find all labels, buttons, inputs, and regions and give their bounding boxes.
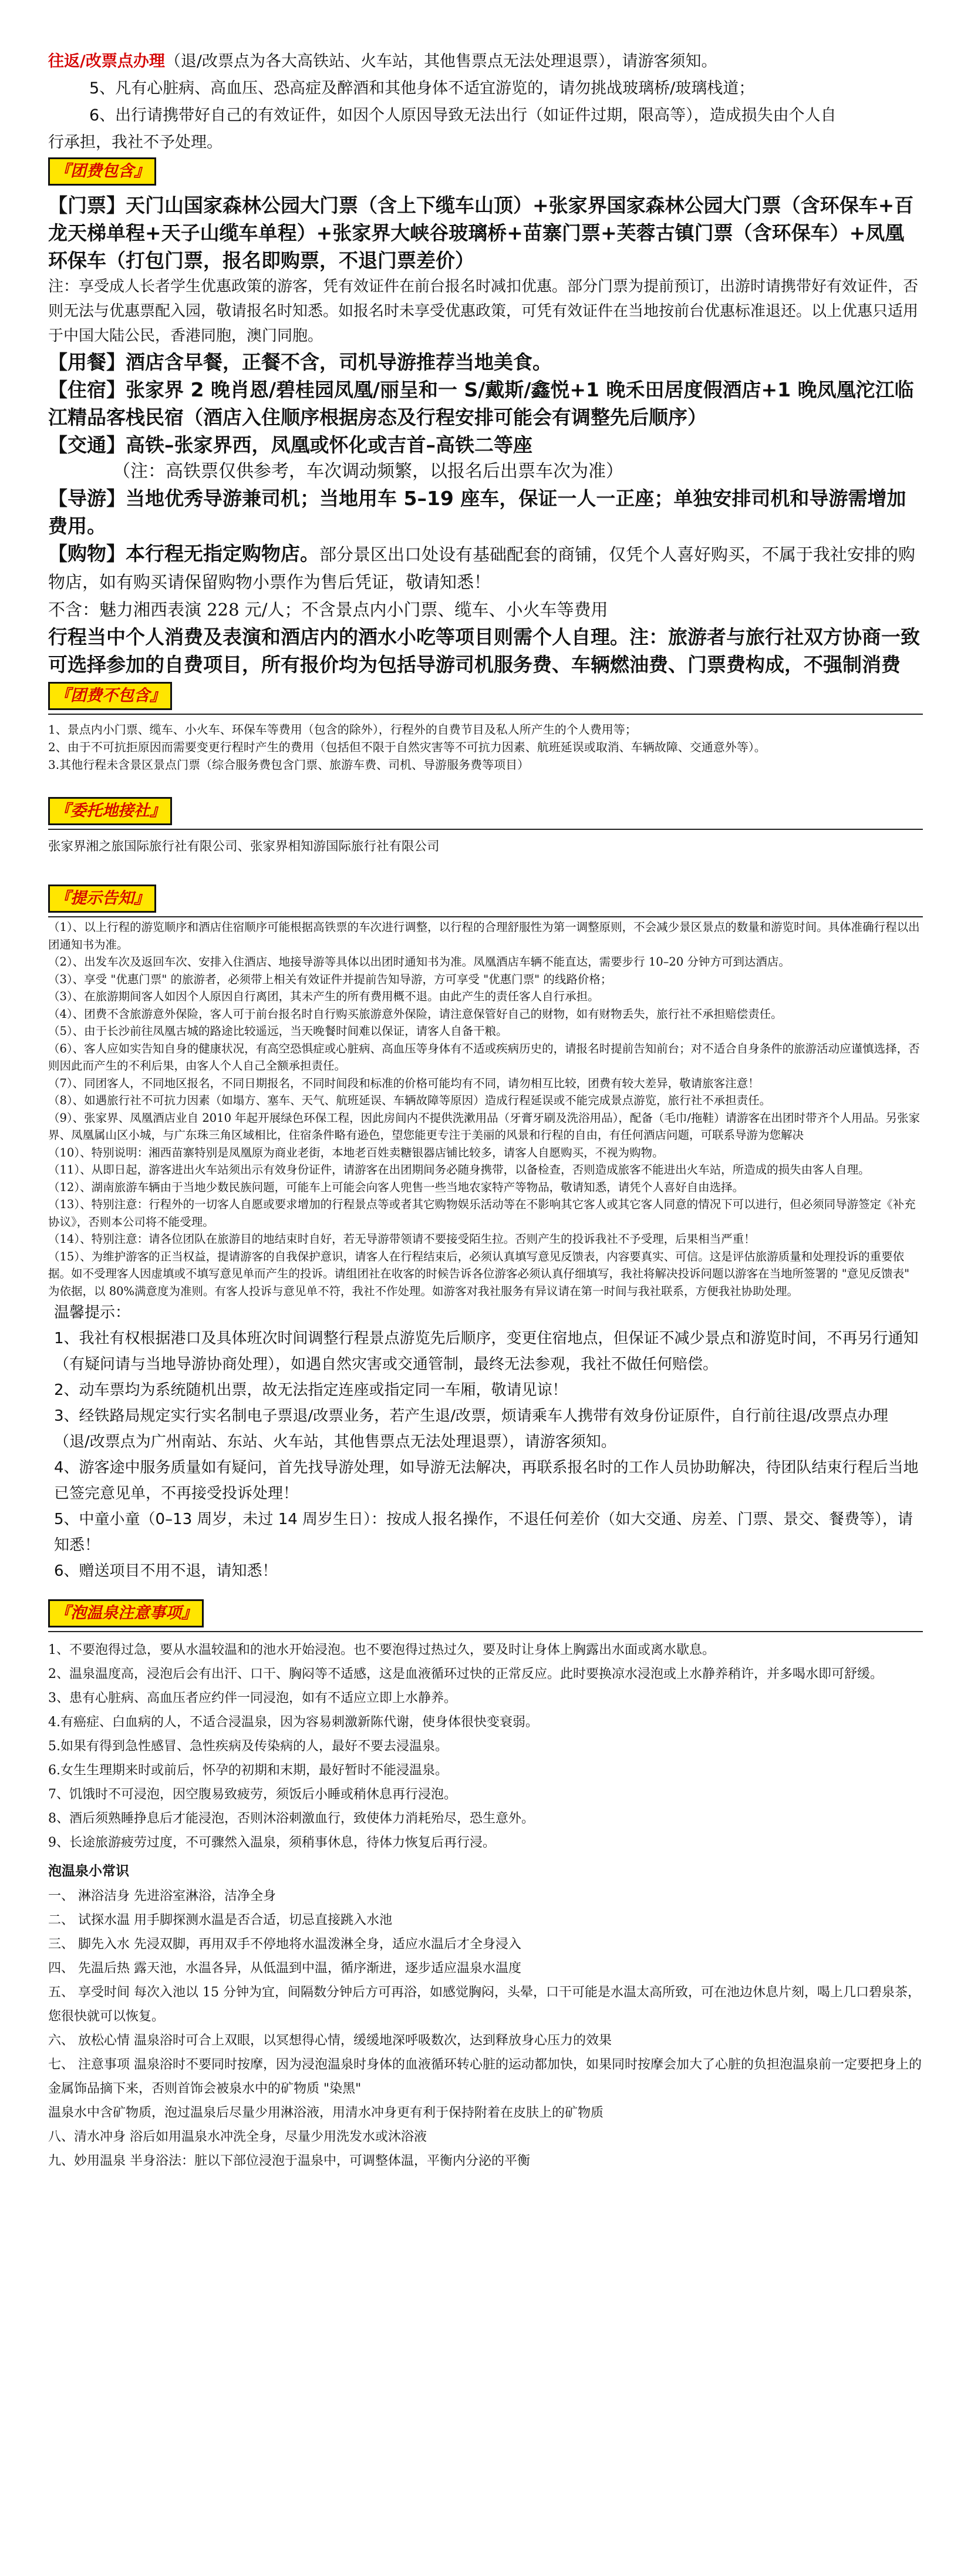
divider: [48, 714, 923, 715]
divider: [48, 829, 923, 830]
knowledge-item: 六、 放松心情 温泉浴时可合上双眼，以冥想得心情，缓缓地深呼吸数次，达到释放身心压力的效果: [48, 2033, 612, 2048]
tip-item: （5）、由于长沙前往凤凰古城的路途比较遥远，当天晚餐时间难以保证，请客人自备干粮。: [48, 1024, 508, 1038]
hotspring-item: 5.如果有得到急性感冒、急性疾病及传染病的人，最好不要去浸温泉。: [48, 1739, 448, 1754]
included-header: 『团费包含』: [48, 157, 156, 186]
knowledge-item: 七、 注意事项 温泉浴时不要同时按摩，因为浸泡温泉时身体的血液循环转心脏的运动都加快，如果同时按摩会加大了心脏的负担泡温泉前一定要把身上的金属饰品摘下来，否则首饰会被泉水中的矿物质 "染黑": [48, 2057, 922, 2096]
knowledge-item: 一、 淋浴洁身 先进浴室淋浴，洁净全身: [48, 1889, 276, 1904]
tip-item: （10）、特别说明：湘西苗寨特别是凤凰原为商业老街，本地老百姓卖糖银器店铺比较多，请客人自愿购买，不视为购物。: [48, 1145, 664, 1159]
knowledge-item: 三、 脚先入水 先浸双脚，再用双手不停地将水温泼淋全身，适应水温后才全身浸入: [48, 1937, 521, 1952]
note-item-6-cont: 行承担，我社不予处理。: [48, 133, 222, 152]
included-shopping-bold: 【购物】本行程无指定购物店。: [48, 542, 319, 565]
hotspring-item: 9、长途旅游疲劳过度，不可骤然入温泉，须稍事休息，待体力恢复后再行浸。: [48, 1835, 495, 1850]
warm-item: 2、动车票均为系统随机出票，故无法指定连座或指定同一车厢，敬请见谅！: [54, 1381, 568, 1399]
knowledge-item: 八、清水冲身 浴后如用温泉水冲洗全身，尽量少用洗发水或沐浴液: [48, 2130, 427, 2144]
divider: [48, 1631, 923, 1632]
tip-item: （4）、团费不含旅游意外保险，客人可于前台报名时自行购买旅游意外保险，请注意保管好自己的财物，如有财物丢失，旅行社不承担赔偿责任。: [48, 1007, 783, 1021]
warm-item: 6、赠送项目不用不退，请知悉！: [54, 1562, 278, 1580]
tip-item: （7）、同团客人，不同地区报名，不同日期报名，不同时间段和标准的价格可能均有不同，请勿相互比较，团费有较大差异，敬请旅客注意！: [48, 1076, 760, 1090]
included-tickets: 【门票】天门山国家森林公园大门票（含上下缆车山顶）+张家界国家森林公园大门票（含环保车+百龙天梯单程+天子山缆车单程）+张家界大峡谷玻璃桥+苗寨门票+芙蓉古镇门票（含环保车）+凤凰环保车（打包门票，报名即购票，不退门票差价）: [48, 194, 914, 272]
included-hotel: 【住宿】张家界 2 晚肖恩/碧桂园凤凰/丽呈和一 S/戴斯/鑫悦+1 晚禾田居度假酒店+1 晚凤凰沱江临江精品客栈民宿（酒店入住顺序根据房态及行程安排可能会有调整先后顺序）: [48, 378, 914, 429]
tip-item: （1）、以上行程的游览顺序和酒店住宿顺序可能根据高铁票的车次进行调整，以行程的合理舒服性为第一调整原则，不会减少景区景点的数量和游览时间。具体准确行程以出团通知书为准。: [48, 920, 920, 951]
excluded-item: 2、由于不可抗拒原因而需要变更行程时产生的费用（包括但不限于自然灾害等不可抗力因素、航班延误或取消、车辆故障、交通意外等）。: [48, 740, 766, 754]
included-ticket-note: 注：享受成人长者学生优惠政策的游客，凭有效证件在前台报名时减扣优惠。部分门票为提前预订，出游时请携带好有效证件，否则无法与优惠票配入园，敬请报名时知悉。如报名时未享受优惠政策，可凭有效证件在当地按前台优惠标准退还。以上优惠只适用于中国大陆公民，香港同胞，澳门同胞。: [48, 278, 919, 345]
tip-item: （8）、如遇旅行社不可抗力因素（如塌方、塞车、天气、航班延误、车辆故障等原因）造成行程延误或不能完成景点游览，旅行社不承担责任。: [48, 1094, 771, 1107]
hotspring-item: 4.有癌症、白血病的人，不适合浸温泉，因为容易刺激新陈代谢，使身体很快变衰弱。: [48, 1715, 538, 1730]
knowledge-item: 温泉水中含矿物质，泡过温泉后尽量少用淋浴液，用清水冲身更有利于保持附着在皮肤上的矿物质: [48, 2106, 604, 2120]
consumption-note: 行程当中个人消费及表演和酒店内的酒水小吃等项目则需个人自理。注：旅游者与旅行社双方协商一致可选择参加的自费项目，所有报价均为包括导游司机服务费、车辆燃油费、门票费构成，不强制消费: [48, 625, 920, 676]
knowledge-list: [48, 1884, 923, 2173]
tip-item: （2）、出发车次及返回车次、安排入住酒店、地接导游等具体以出团时通知书为准。凤凰酒店车辆不能直达，需要步行 10–20 分钟方可到达酒店。: [48, 955, 790, 968]
excluded-item: 1、景点内小门票、缆车、小火车、环保车等费用（包含的除外），行程外的自费节目及私人所产生的个人费用等；: [48, 722, 637, 737]
tip-item: （3）、在旅游期间客人如因个人原因自行离团，其未产生的所有费用概不退。由此产生的责任客人自行承担。: [48, 990, 599, 1003]
refund-note: [48, 48, 923, 75]
warm-item: 5、中童小童（0–13 周岁，未过 14 周岁生日）：按成人报名操作，不退任何差价（如大交通、房差、门票、景交、餐费等），请知悉！: [54, 1511, 913, 1554]
tip-item: （11）、从即日起，游客进出火车站须出示有效身份证件，请游客在出团期间务必随身携带，以备检查，否则造成旅客不能进出火车站，所造成的损失由客人自理。: [48, 1163, 870, 1176]
included-transport: 【交通】高铁–张家界西，凤凰或怀化或吉首–高铁二等座: [48, 433, 532, 456]
warm-item: 3、经铁路局规定实行实名制电子票退/改票业务，若产生退/改票，烦请乘车人携带有效身份证原件，自行前往退/改票点办理（退/改票点为广州南站、东站、火车站，其他售票点无法处理退票），请游客须知。: [54, 1407, 888, 1451]
hotspring-item: 7、饥饿时不可浸泡，因空腹易致疲劳，须饭后小睡或稍休息再行浸泡。: [48, 1787, 457, 1802]
hotspring-list: [48, 1638, 923, 1855]
excluded-header: 『团费不包含』: [48, 682, 172, 710]
divider: [48, 916, 923, 917]
knowledge-item: 四、 先温后热 露天池，水温各异，从低温到中温，循序渐进，逐步适应温泉水温度: [48, 1961, 521, 1976]
knowledge-item: 九、妙用温泉 半身浴法：脏以下部位浸泡于温泉中，可调整体温，平衡内分泌的平衡: [48, 2154, 530, 2168]
agency-header: 『委托地接社』: [48, 797, 172, 825]
tips-list: [48, 919, 923, 1300]
hotspring-item: 8、酒后须熟睡挣息后才能浸泡，否则沐浴刺激血行，致使体力消耗殆尽，恐生意外。: [48, 1811, 534, 1826]
hotspring-item: 3、患有心脏病、高血压者应约伴一同浸泡，如有不适应立即上水静养。: [48, 1691, 457, 1706]
refund-note-bold: 往返/改票点办理: [48, 52, 165, 70]
note-item-6: 6、出行请携带好自己的有效证件，如因个人原因导致无法出行（如证件过期，限高等），造成损失由个人自: [89, 106, 837, 125]
tip-item: （14）、特别注意：请各位团队在旅游目的地结束时自好，若无导游带领请不要接受陌生拉。否则产生的投诉我社不予受理，后果相当严重！: [48, 1232, 756, 1246]
included-transport-note: （注：高铁票仅供参考，车次调动频繁，以报名后出票车次为准）: [113, 461, 623, 482]
tip-item: （15）、为维护游客的正当权益，提请游客的自我保护意识，请客人在行程结束后，必须认真填写意见反馈表，内容要真实、可信。这是评估旅游质量和处理投诉的重要依据。如不受理客人因虚填或不填写意见单而产生的投诉。请组团社在收客的时候告诉各位游客必须认真仔细填写，我社将解决投诉问题以游客在当地所签署的 "意见反馈表" 为依据，以 80%满意度为准则。有客人投诉与意见单不符，我社不作处理。如游客对我社服务有异议请在第一时间与我社联系，方便我社协助处理。: [48, 1249, 910, 1298]
warm-item: 1、我社有权根据港口及具体班次时间调整行程景点游览先后顺序，变更住宿地点，但保证不减少景点和游览时间，不再另行通知（有疑问请与当地导游协商处理），如遇自然灾害或交通管制，最终无法参观，我社不做任何赔偿。: [54, 1330, 919, 1373]
tips-header: 『提示告知』: [48, 885, 156, 913]
knowledge-item: 五、 享受时间 每次入池以 15 分钟为宜，间隔数分钟后方可再浴，如感觉胸闷，头晕，口干可能是水温太高所致，可在池边休息片刻，喝上几口碧泉茶，您很快就可以恢复。: [48, 1985, 921, 2024]
excluded-item: 3.其他行程未含景区景点门票（综合服务费包含门票、旅游车费、司机、导游服务费等项目）: [48, 758, 530, 772]
hotspring-item: 2、温泉温度高，浸泡后会有出汗、口干、胸闷等不适感，这是血液循环过快的正常反应。此时要换凉水浸泡或上水静养稍许，并多喝水即可舒缓。: [48, 1667, 884, 1682]
hotspring-item: 6.女生生理期来时或前后，怀孕的初期和末期，最好暂时不能浸温泉。: [48, 1763, 448, 1778]
refund-note-text: （退/改票点为各大高铁站、火车站，其他售票点无法处理退票），请游客须知。: [164, 52, 717, 70]
tip-item: （9）、张家界、凤凰酒店业自 2010 年起开展绿色环保工程，因此房间内不提供洗漱用品（牙膏牙刷及洗浴用品），配备（毛巾/拖鞋）请游客在出团时带齐个人用品。另张家界、凤凰属山区小城，与广东珠三角区域相比，住宿条件略有逊色，望您能更专注于美丽的风景和行程的自由，有任何酒店问题，可联系导游为您解决: [48, 1111, 921, 1142]
tip-item: （12）、湖南旅游车辆由于当地少数民族问题，可能车上可能会向客人兜售一些当地农家特产等物品，敬请知悉，请凭个人喜好自由选择。: [48, 1180, 744, 1194]
agency-text: 张家界湘之旅国际旅行社有限公司、张家界相知游国际旅行社有限公司: [48, 839, 440, 854]
included-shopping-text: 部分景区出口处设有基础配套的商铺，仅凭个人喜好购买，不属于我社安排的购物店，如有购买请保留购物小票作为售后凭证，敬请知悉！: [48, 544, 916, 592]
tip-item: （13）、特别注意：行程外的一切客人自愿或要求增加的行程景点等或者其它购物娱乐活动等在不影响其它客人或其它客人同意的情况下可以进行，但必须同导游签定《补充协议》，否则本公司将不能受理。: [48, 1198, 916, 1229]
knowledge-item: 二、 试探水温 用手脚探测水温是否合适，切忌直接跳入水池: [48, 1913, 392, 1928]
tip-item: （3）、享受 "优惠门票" 的旅游者，必须带上相关有效证件并提前告知导游，方可享受 "优惠门票" 的线路价格；: [48, 972, 612, 986]
note-item-5: 5、凡有心脏病、高血压、恐高症及醉酒和其他身体不适宜游览的，请勿挑战玻璃桥/玻璃栈道；: [89, 79, 755, 97]
tip-item: （6）、客人应如实告知自身的健康状况，有高空恐惧症或心脏病、高血压等身体有不适或疾病历史的，请报名时提前告知前台；对不适合自身条件的旅游活动应谨慎选择，否则因此而产生的不利后果，由客人个人自己全额承担责任。: [48, 1041, 920, 1072]
warm-list: [48, 1326, 923, 1584]
excluded-show-note: 不含：魅力湘西表演 228 元/人；不含景点内小门票、缆车、小火车等费用: [48, 600, 608, 620]
warm-title: 温馨提示：: [54, 1304, 131, 1321]
included-shopping: [48, 540, 923, 596]
included-guide: 【导游】当地优秀导游兼司机；当地用车 5–19 座车，保证一人一正座；单独安排司机和导游需增加费用。: [48, 487, 906, 537]
hotspring-item: 1、不要泡得过急，要从水温较温和的池水开始浸泡。也不要泡得过热过久，要及时让身体上胸露出水面或离水歇息。: [48, 1643, 716, 1657]
warm-item: 4、游客途中服务质量如有疑问，首先找导游处理，如导游无法解决，再联系报名时的工作人员协助解决，待团队结束行程后当地已签完意见单，不再接受投诉处理！: [54, 1459, 919, 1502]
document-page: [48, 48, 923, 2173]
hotspring-header: 『泡温泉注意事项』: [48, 1599, 204, 1627]
included-meals: 【用餐】酒店含早餐，正餐不含，司机导游推荐当地美食。: [48, 351, 552, 374]
knowledge-title: 泡温泉小常识: [48, 1864, 129, 1879]
